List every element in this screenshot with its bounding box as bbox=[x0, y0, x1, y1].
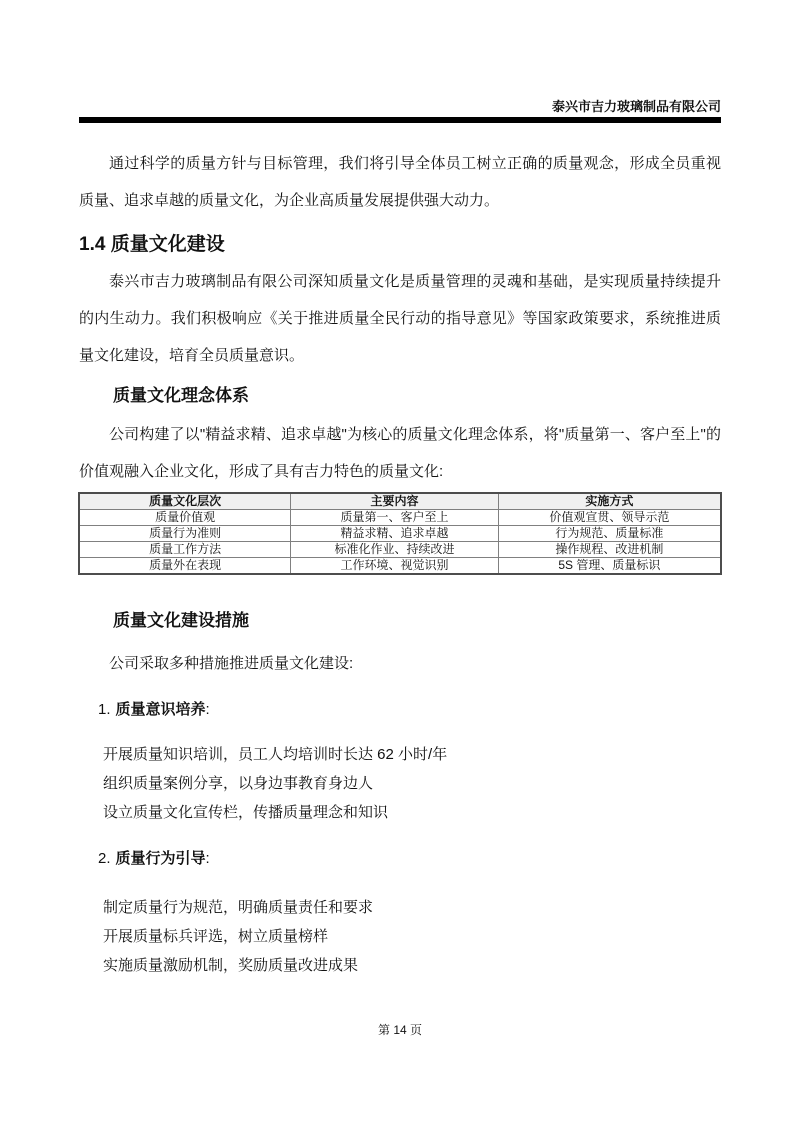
measure-title-colon: : bbox=[205, 701, 210, 718]
table-cell: 精益求精、追求卓越 bbox=[291, 526, 498, 542]
measure-item: 开展质量标兵评选，树立质量榜样 bbox=[103, 928, 329, 945]
table-row bbox=[79, 510, 721, 526]
section-heading: 1.4 质量文化建设 bbox=[79, 234, 225, 255]
table-cell: 操作规程、改进机制 bbox=[498, 542, 721, 558]
table-row bbox=[79, 526, 721, 542]
measure-item: 制定质量行为规范，明确质量责任和要求 bbox=[103, 899, 374, 916]
subsection-heading-concept: 质量文化理念体系 bbox=[113, 386, 249, 405]
measure-item: 组织质量案例分享，以身边事教育身边人 bbox=[103, 775, 374, 792]
table-cell: 价值观宣贯、领导示范 bbox=[498, 510, 721, 526]
intro-paragraph: 通过科学的质量方针与目标管理，我们将引导全体员工树立正确的质量观念，形成全员重视质量、追求卓越的质量文化，为企业高质量发展提供强大动力。 bbox=[79, 155, 721, 209]
measure-title bbox=[98, 844, 721, 874]
measure-title-text: 质量行为引导 bbox=[115, 850, 206, 867]
table-cell: 工作环境、视觉识别 bbox=[291, 558, 498, 575]
measures-paragraph: 公司采取多种措施推进质量文化建设: bbox=[109, 655, 354, 672]
company-name: 泰兴市吉力玻璃制品有限公司 bbox=[551, 99, 721, 114]
measure-number: 1. bbox=[98, 701, 111, 718]
measure-title bbox=[98, 695, 721, 725]
page-number: 第 14 页 bbox=[377, 1023, 423, 1037]
table-row bbox=[79, 542, 721, 558]
table-cell: 标准化作业、持续改进 bbox=[291, 542, 498, 558]
measure-block-1 bbox=[79, 695, 721, 827]
measure-title-colon: : bbox=[205, 850, 210, 867]
table-header-row bbox=[79, 493, 721, 510]
table-cell: 质量外在表现 bbox=[79, 558, 291, 575]
table-row bbox=[79, 558, 721, 575]
table-cell: 行为规范、质量标准 bbox=[498, 526, 721, 542]
measure-title-text: 质量意识培养 bbox=[115, 701, 206, 718]
concept-paragraph: 公司构建了以"精益求精、追求卓越"为核心的质量文化理念体系，将"质量第一、客户至上"的价值观融入企业文化，形成了具有吉力特色的质量文化: bbox=[79, 426, 721, 480]
page-footer bbox=[0, 1022, 800, 1038]
measure-items bbox=[79, 740, 721, 827]
section-paragraph: 泰兴市吉力玻璃制品有限公司深知质量文化是质量管理的灵魂和基础，是实现质量持续提升的内生动力。我们积极响应《关于推进质量全民行动的指导意见》等国家政策要求，系统推进质量文化建设，培育全员质量意识。 bbox=[79, 273, 721, 364]
document-body bbox=[0, 145, 800, 980]
measure-number: 2. bbox=[98, 850, 111, 867]
table-cell: 质量工作方法 bbox=[79, 542, 291, 558]
measure-item: 开展质量知识培训，员工人均培训时长达 62 小时/年 bbox=[103, 746, 448, 763]
header-rule bbox=[79, 117, 721, 123]
table-header-cell: 实施方式 bbox=[498, 493, 721, 510]
table-header-cell: 主要内容 bbox=[291, 493, 498, 510]
measure-item: 实施质量激励机制，奖励质量改进成果 bbox=[103, 957, 359, 974]
table-cell: 质量价值观 bbox=[79, 510, 291, 526]
table-header-cell: 质量文化层次 bbox=[79, 493, 291, 510]
subsection-heading-measures: 质量文化建设措施 bbox=[113, 611, 249, 630]
measure-item: 设立质量文化宣传栏，传播质量理念和知识 bbox=[103, 804, 389, 821]
measure-block-2 bbox=[79, 844, 721, 980]
table-cell: 5S 管理、质量标识 bbox=[498, 558, 721, 575]
measure-items bbox=[79, 893, 721, 980]
table-cell: 质量行为准则 bbox=[79, 526, 291, 542]
table-cell: 质量第一、客户至上 bbox=[291, 510, 498, 526]
page-header bbox=[0, 0, 800, 123]
quality-culture-table bbox=[78, 492, 722, 575]
